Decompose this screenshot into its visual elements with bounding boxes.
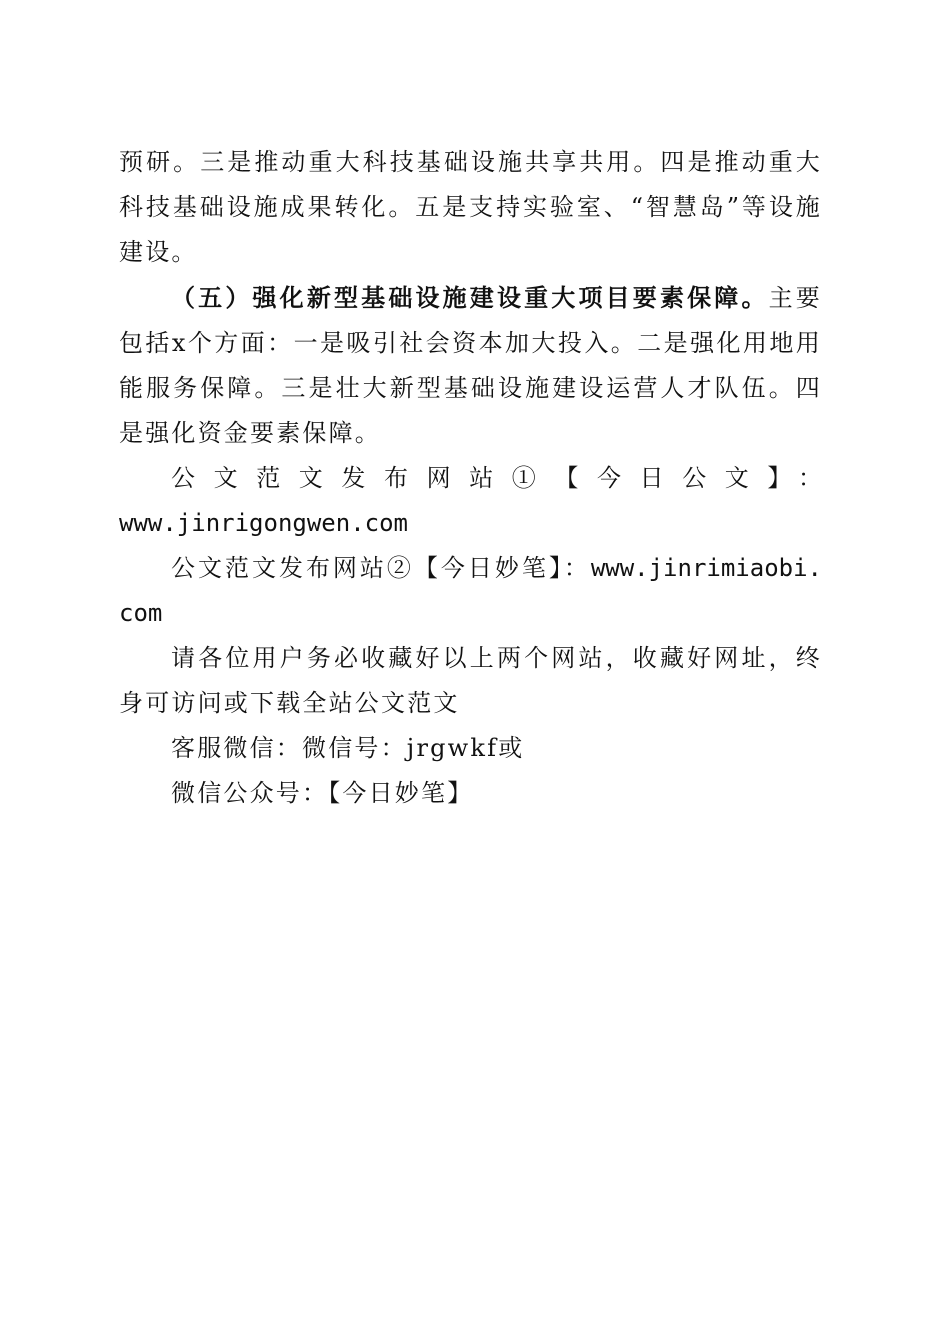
service-wechat-text: 客服微信：微信号：jrgwkf或: [171, 734, 525, 762]
site1-url-line: [119, 501, 822, 546]
section-heading: （五）强化新型基础设施建设重大项目要素保障。: [171, 283, 769, 312]
site2-label: 公文范文发布网站②【今日妙笔】：: [171, 554, 591, 582]
document-body: [119, 140, 822, 816]
site1-url[interactable]: www.jinrigongwen.com: [119, 509, 408, 537]
site2-line: [119, 546, 822, 636]
official-account-text: 微信公众号：【今日妙笔】: [171, 779, 474, 807]
paragraph-continuation: [119, 140, 822, 275]
notice-paragraph: [119, 636, 822, 726]
service-wechat-line: [119, 726, 822, 771]
site1-label: 公文范文发布网站①【今日公文】：: [171, 464, 822, 492]
official-account-line: [119, 771, 822, 816]
paragraph-section-five: [119, 275, 822, 456]
site1-line: [119, 456, 822, 501]
site2-url[interactable]: www.jinrimiaobi.com: [119, 554, 822, 627]
notice-text: 请各位用户务必收藏好以上两个网站，收藏好网址，终身可访问或下载全站公文范文: [119, 644, 822, 717]
paragraph-text: 预研。三是推动重大科技基础设施共享共用。四是推动重大科技基础设施成果转化。五是支持实验室、“智慧岛”等设施建设。: [119, 148, 822, 266]
section-body: 主要包括x个方面：一是吸引社会资本加大投入。二是强化用地用能服务保障。三是壮大新型基础设施建设运营人才队伍。四是强化资金要素保障。: [119, 284, 822, 447]
